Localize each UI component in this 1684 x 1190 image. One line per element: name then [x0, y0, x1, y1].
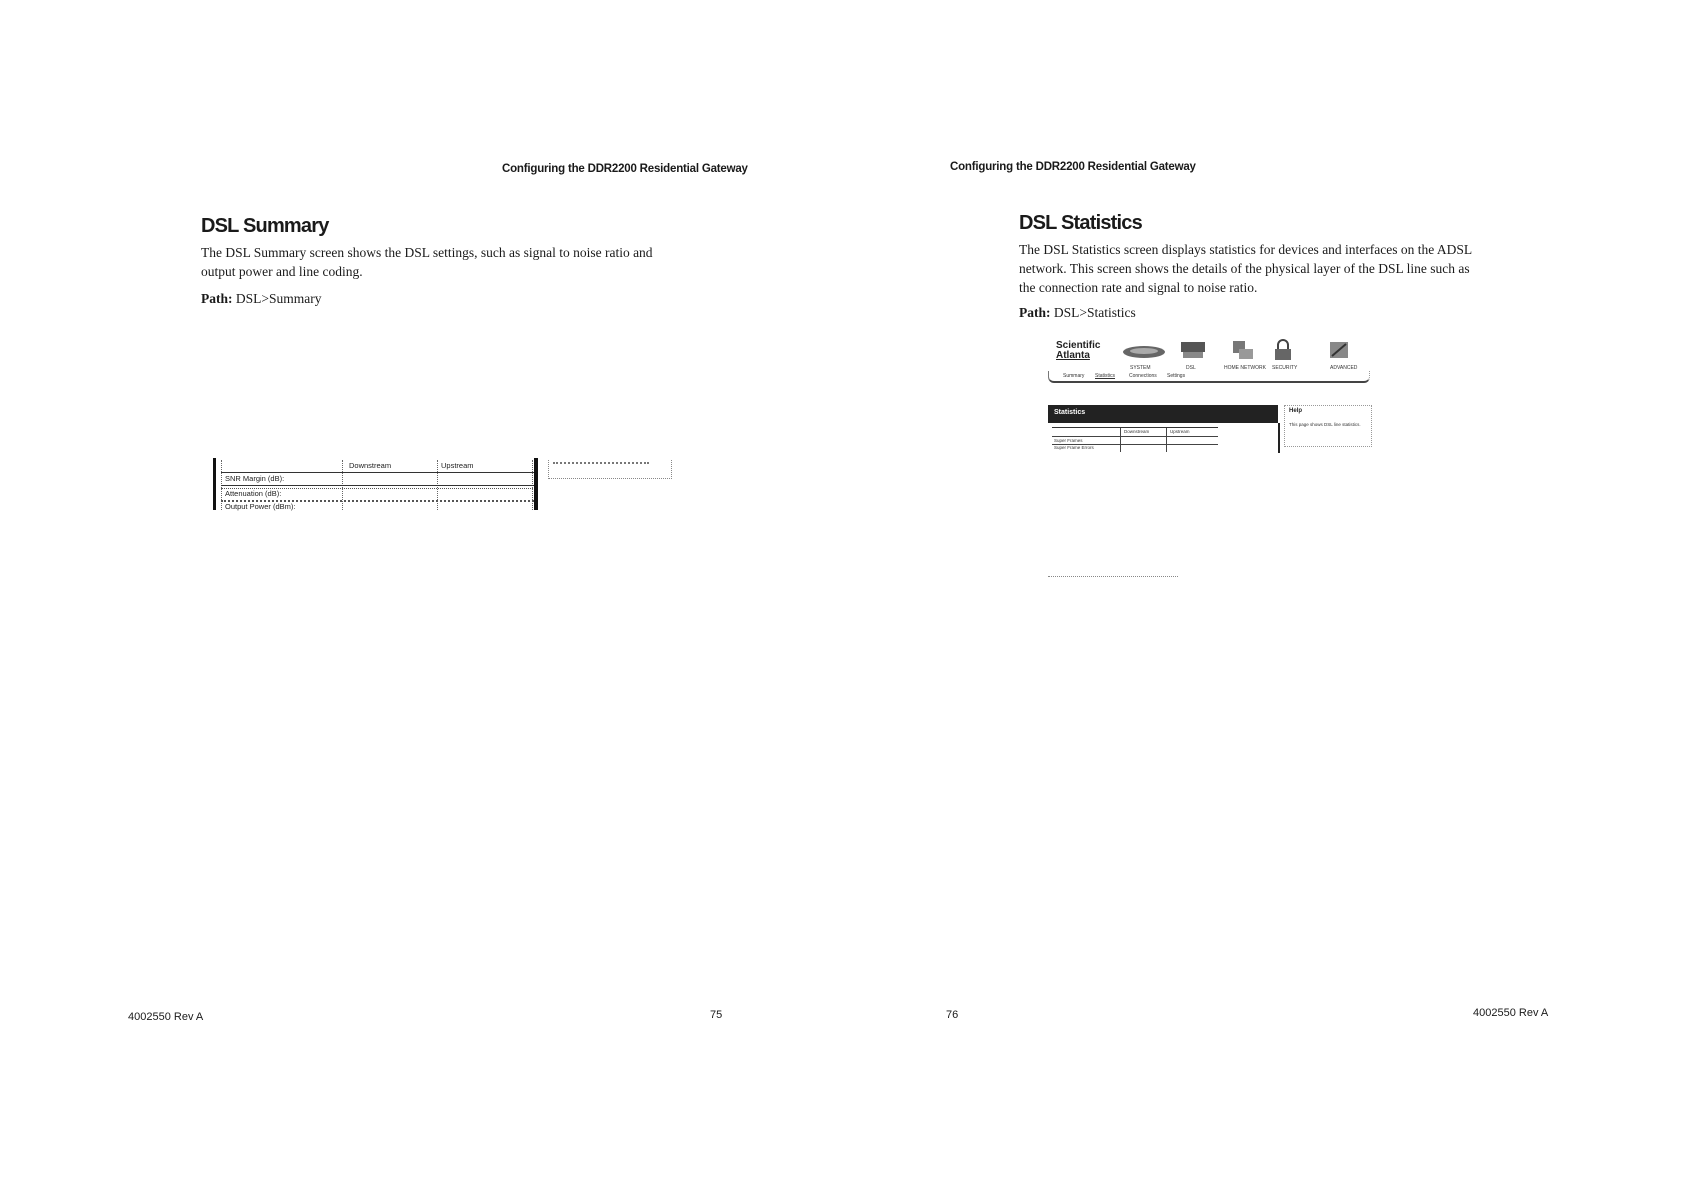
column-header-upstream: Upstream — [441, 461, 474, 470]
nav-advanced: ADVANCED — [1330, 365, 1358, 371]
footer-doc-number-left: 4002550 Rev A — [128, 1011, 204, 1023]
help-text: This page shows DSL line statistics. — [1289, 422, 1361, 427]
dsl-summary-table-screenshot — [213, 458, 537, 510]
stat-col-upstream: Upstream — [1170, 429, 1190, 434]
running-header-left: Configuring the DDR2200 Residential Gateway — [502, 163, 748, 175]
advanced-icon — [1326, 339, 1352, 361]
intro-line: output power and line coding. — [201, 264, 363, 279]
row-label-attenuation: Attenuation (dB): — [225, 489, 282, 498]
dsl-icon — [1180, 339, 1206, 361]
table-right-border — [534, 458, 538, 510]
intro-paragraph-statistics — [1019, 240, 1549, 297]
tab-summary: Summary — [1063, 373, 1085, 379]
statistics-panel-body — [1048, 423, 1280, 453]
path-label: Path: — [201, 291, 233, 306]
dsl-statistics-screenshot — [1046, 335, 1370, 455]
security-lock-icon — [1270, 339, 1296, 361]
logo-line: Scientific — [1056, 340, 1101, 351]
section-title-dsl-statistics: DSL Statistics — [1019, 212, 1142, 234]
row-label-snr-margin: SNR Margin (dB): — [225, 474, 285, 483]
system-icon — [1122, 345, 1166, 359]
page-number-right: 76 — [946, 1009, 959, 1021]
statistics-panel-header — [1048, 405, 1278, 423]
statistics-table — [1052, 427, 1218, 452]
help-panel-fragment — [548, 460, 672, 479]
nav-security: SECURITY — [1272, 365, 1298, 371]
footer-doc-number-right: 4002550 Rev A — [1473, 1007, 1549, 1019]
tab-connections: Connections — [1129, 373, 1157, 379]
section-title-dsl-summary: DSL Summary — [201, 215, 329, 237]
row-label-output-power: Output Power (dBm): — [225, 502, 296, 511]
scientific-atlanta-logo — [1056, 341, 1100, 361]
tab-statistics: Statistics — [1095, 373, 1116, 379]
nav-home-network: HOME NETWORK — [1224, 365, 1266, 371]
stat-row-super-frame-errors: Super Frame Errors — [1054, 445, 1094, 450]
intro-paragraph-summary — [201, 243, 741, 281]
intro-line: The DSL Statistics screen displays statistics for devices and interfaces on the ADSL — [1019, 242, 1473, 257]
intro-line: The DSL Summary screen shows the DSL settings, such as signal to noise ratio and — [201, 245, 653, 260]
logo-line: Atlanta — [1056, 350, 1090, 361]
stat-row-super-frames: Super Frames — [1054, 438, 1083, 443]
nav-system: SYSTEM — [1130, 365, 1151, 371]
scan-artifact-line — [1048, 576, 1178, 577]
help-title: Help — [1289, 408, 1303, 414]
page-number-left: 75 — [710, 1009, 723, 1021]
stat-col-downstream: Downstream — [1124, 429, 1150, 434]
panel-title: Statistics — [1054, 409, 1086, 416]
path-line-statistics — [1019, 303, 1136, 322]
running-header-right: Configuring the DDR2200 Residential Gateway — [950, 161, 1196, 173]
column-header-downstream: Downstream — [349, 461, 392, 470]
path-label: Path: — [1019, 305, 1051, 320]
tab-bar — [1048, 371, 1370, 383]
path-value: DSL>Statistics — [1053, 305, 1136, 320]
path-line-summary — [201, 289, 322, 308]
nav-dsl: DSL — [1186, 365, 1196, 371]
help-panel — [1284, 405, 1372, 447]
path-value: DSL>Summary — [235, 291, 322, 306]
home-network-icon — [1230, 339, 1256, 361]
intro-line: the connection rate and signal to noise ratio. — [1019, 280, 1258, 295]
tab-settings: Settings — [1167, 373, 1186, 379]
intro-line: network. This screen shows the details of the physical layer of the DSL line such as — [1019, 261, 1470, 276]
